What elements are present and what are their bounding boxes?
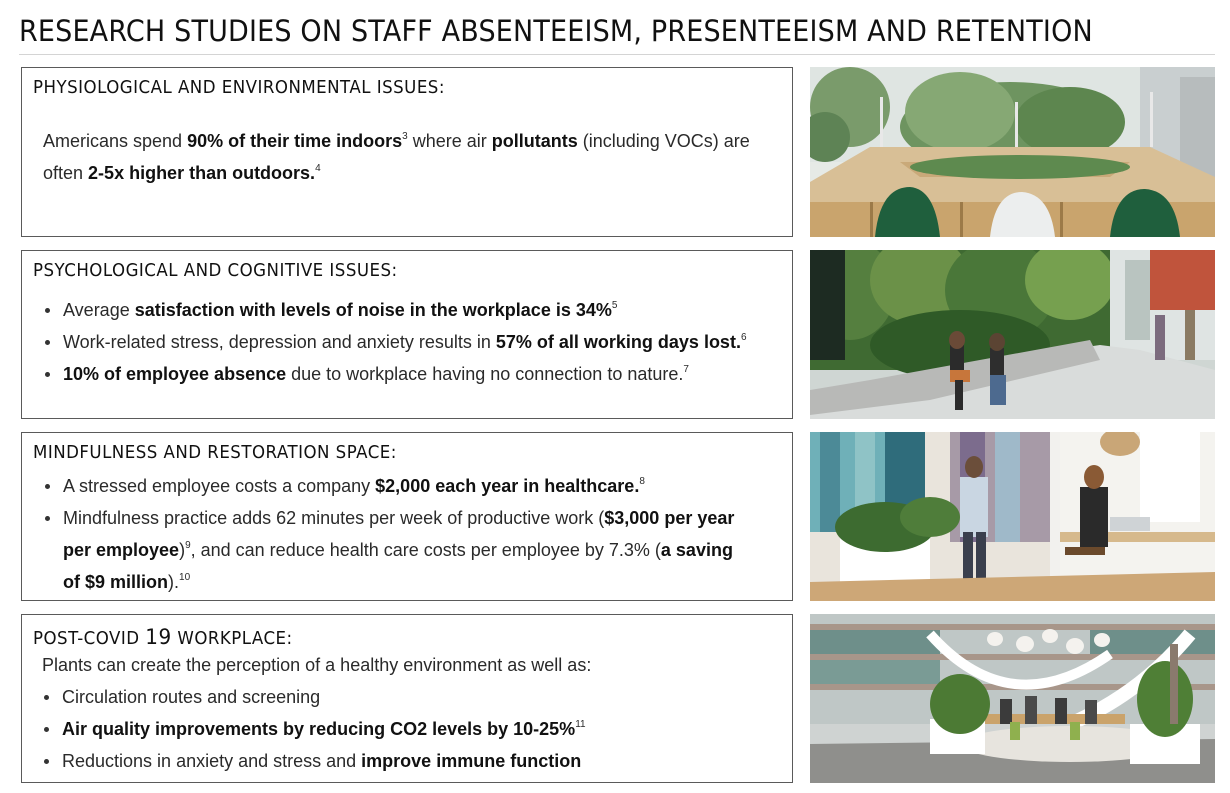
section-text: Plants can create the perception of a healthy environment as well as:: [42, 655, 592, 675]
atrium-photo: [810, 614, 1215, 783]
list-item: Average satisfaction with levels of noise in the workplace is 34%$^5$: [38, 294, 782, 326]
list-item: A stressed employee costs a company $2,000 each year in healthcare.$^8$: [38, 470, 744, 502]
green-wall-photo: [810, 250, 1215, 419]
section-heading: PHYSIOLOGICAL AND ENVIRONMENTAL ISSUES:: [33, 78, 445, 98]
section-text: Americans spend 90% of their time indoors$^3$ where air pollutants (including VOCs) are often 2-5x higher than outdoors.$^4$: [43, 131, 750, 183]
section-physiological: [21, 67, 793, 237]
bullet-list: [37, 681, 782, 777]
section-heading: MINDFULNESS AND RESTORATION SPACE:: [33, 443, 397, 463]
bullet-list: [38, 294, 782, 390]
list-item: Air quality improvements by reducing CO2 levels by 10-25%$^{11}$: [37, 713, 782, 745]
section-heading: PSYCHOLOGICAL AND COGNITIVE ISSUES:: [33, 261, 398, 281]
page-title: RESEARCH STUDIES ON STAFF ABSENTEEISM, PRESENTEEISM AND RETENTION: [19, 14, 1093, 48]
section-mindfulness: [21, 432, 793, 601]
title-divider: [19, 54, 1215, 55]
list-item: Work-related stress, depression and anxiety results in 57% of all working days lost.$^6$: [38, 326, 782, 358]
section-psychological: [21, 250, 793, 419]
list-item: 10% of employee absence due to workplace having no connection to nature.$^7$: [38, 358, 782, 390]
office-table-photo: [810, 67, 1215, 237]
list-item: Circulation routes and screening: [37, 681, 782, 713]
bullet-list: [38, 470, 744, 598]
list-item: Mindfulness practice adds 62 minutes per week of productive work ($3,000 per year per employee)$^9$, and can reduce health care costs per employee by 7.3% (a saving of $9 million).$^{10}$: [38, 502, 744, 598]
section-heading: POST-COVID 19 WORKPLACE:: [33, 625, 293, 649]
workspace-planters-photo: [810, 432, 1215, 601]
list-item: Reductions in anxiety and stress and improve immune function: [37, 745, 782, 777]
section-post-covid: [21, 614, 793, 783]
